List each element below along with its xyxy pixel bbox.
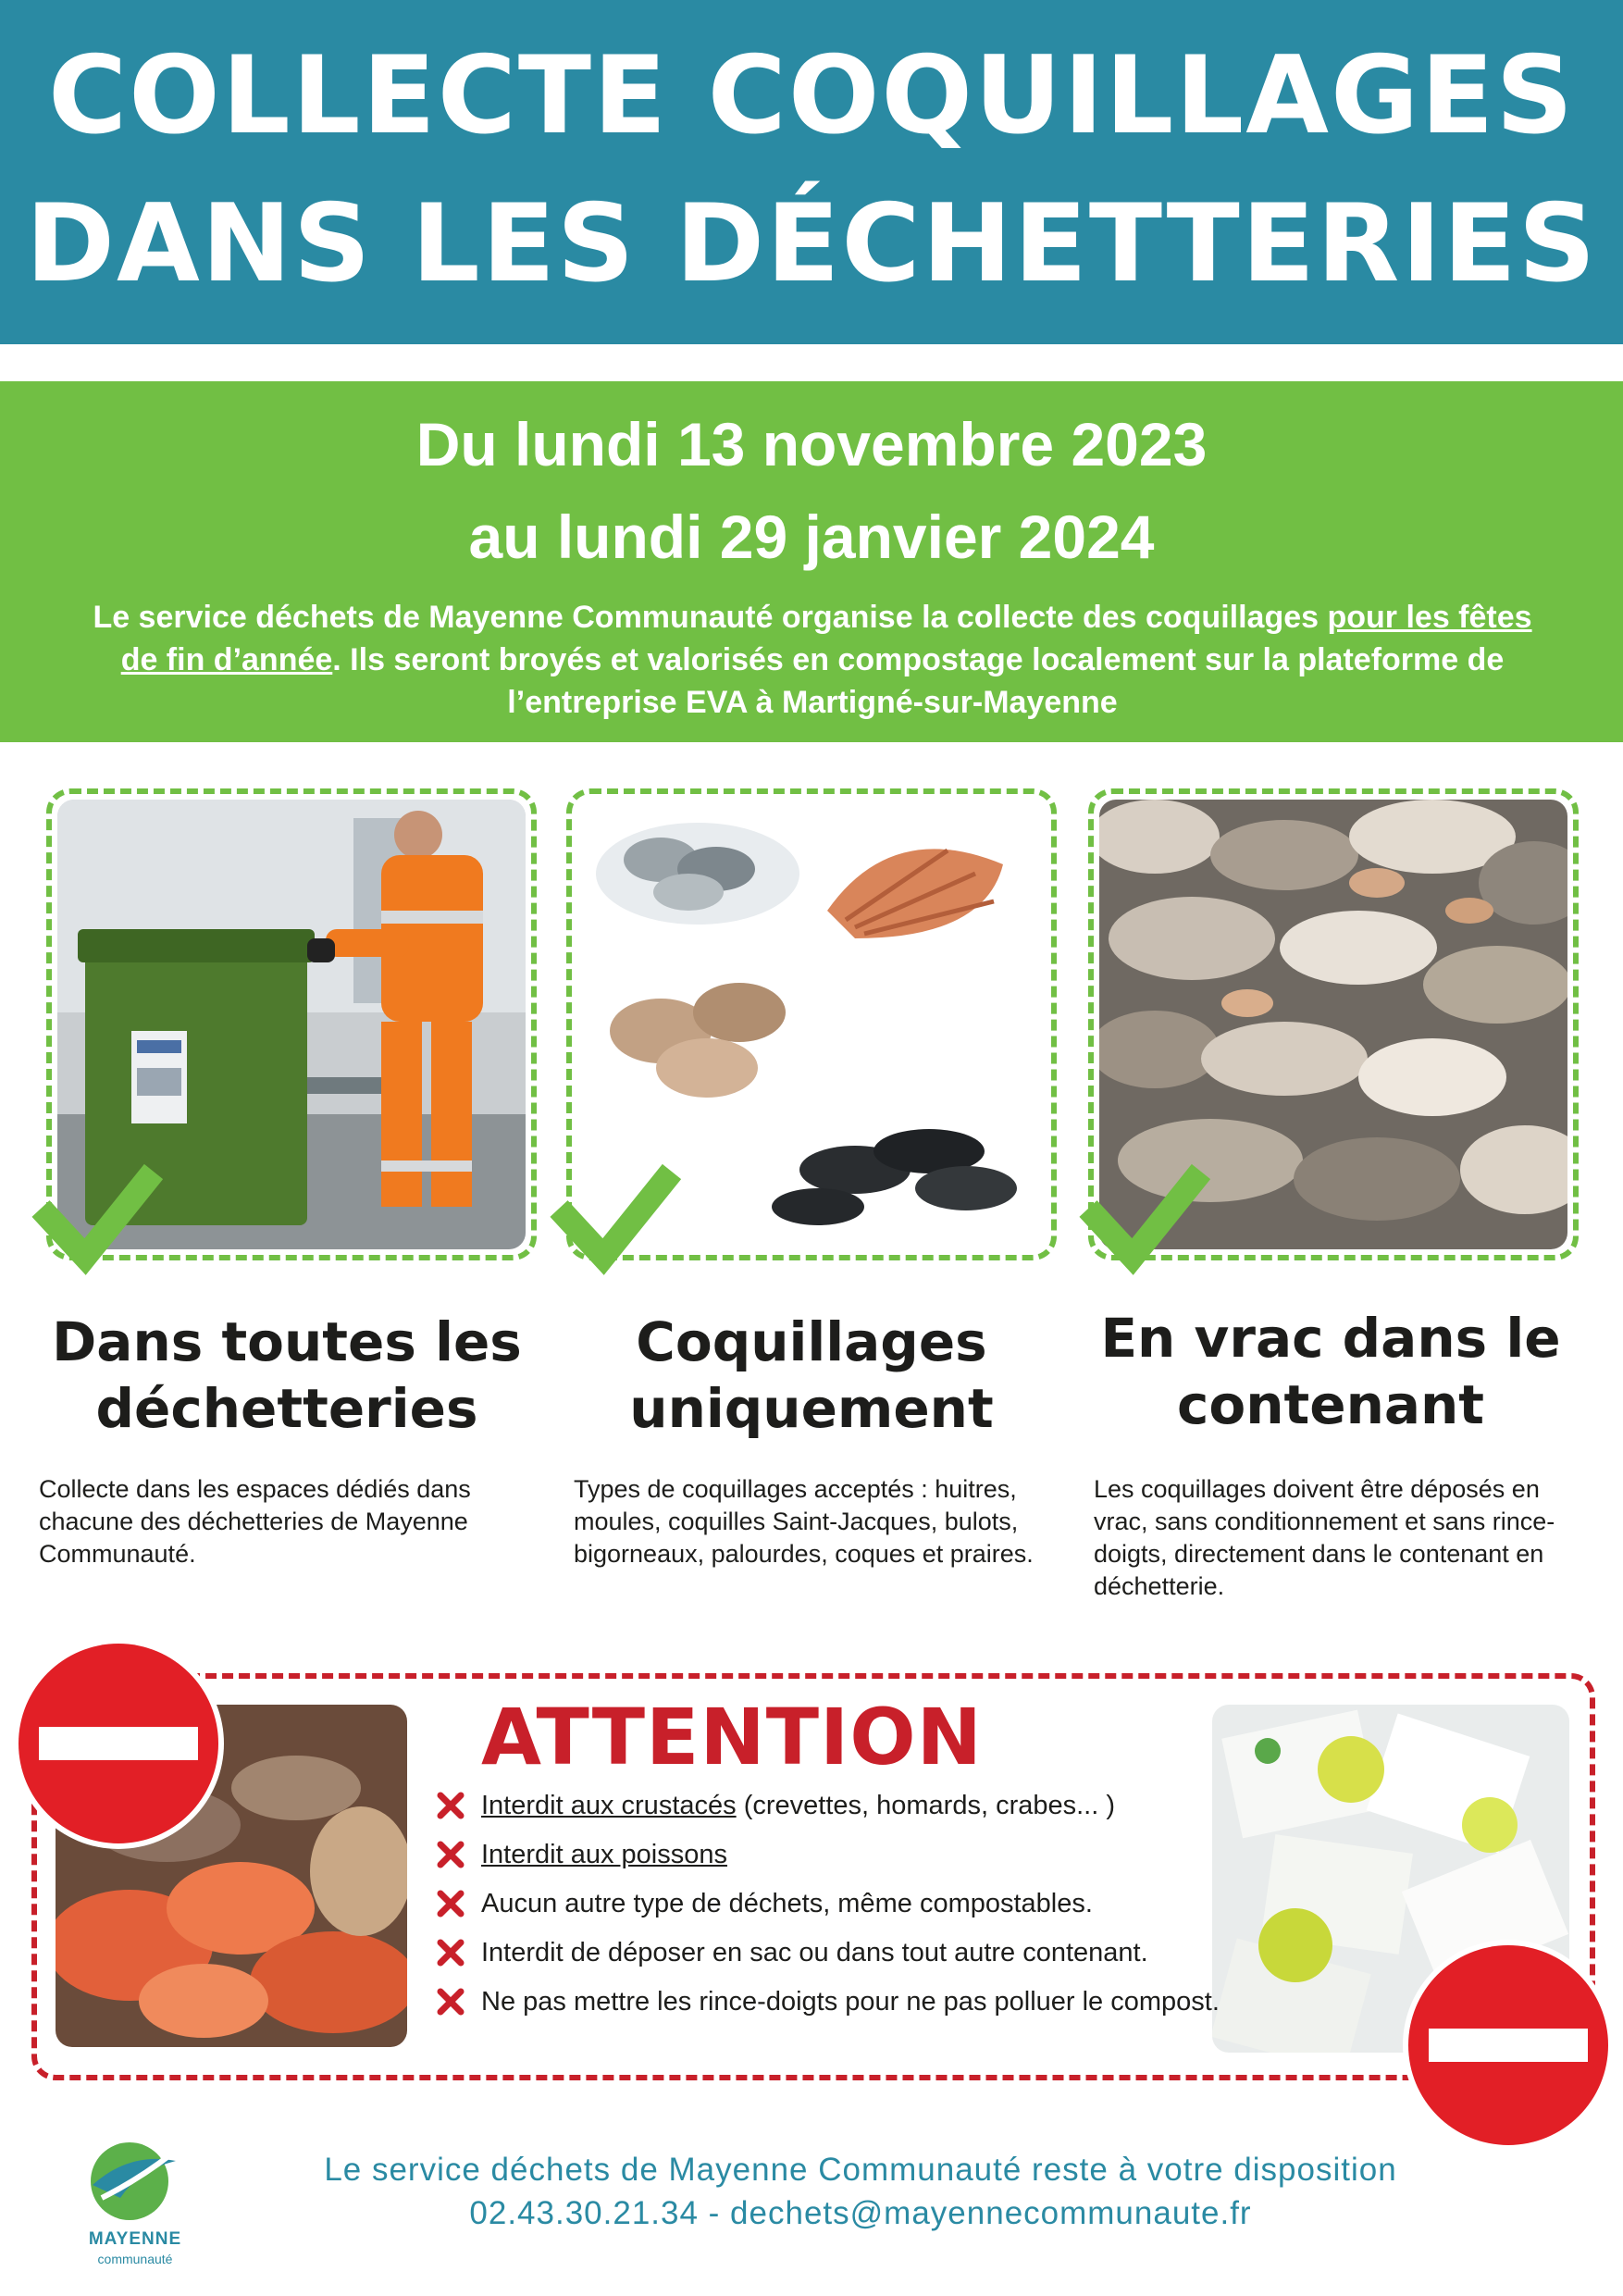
logo-globe-icon bbox=[83, 2133, 185, 2226]
attention-list bbox=[437, 1786, 1233, 2031]
rule-4-text: Interdit de déposer en sac ou dans tout autre contenant. bbox=[481, 1938, 1148, 1967]
list-item bbox=[437, 1786, 1233, 1825]
date-start: Du lundi 13 novembre 2023 bbox=[415, 410, 1208, 478]
rule-1-rest: (crevettes, homards, crabes... ) bbox=[736, 1791, 1115, 1820]
page-title-line1: COLLECTE COQUILLAGES bbox=[47, 33, 1575, 158]
feature-desc-1: Collecte dans les espaces dédiés dans chacune des déchetteries de Mayenne Communauté. bbox=[39, 1475, 471, 1568]
rule-3-text: Aucun autre type de déchets, même compostables. bbox=[481, 1889, 1093, 1918]
feature-title-1-line1: Dans toutes les bbox=[52, 1310, 522, 1373]
rule-1-underlined: Interdit aux crustacés bbox=[481, 1791, 737, 1820]
feature-title-3-line1: En vrac dans le bbox=[1100, 1307, 1561, 1370]
intro-underlined: pour les fêtes de fin d’année bbox=[120, 600, 1532, 677]
rule-2-underlined: Interdit aux poissons bbox=[481, 1840, 727, 1869]
feature-desc-2: Types de coquillages acceptés : huitres, moules, coquilles Saint-Jacques, bulots, bigorneaux, palourdes, coques et praires. bbox=[574, 1475, 1034, 1568]
check-icon bbox=[28, 1148, 167, 1286]
intro-text bbox=[89, 596, 1536, 724]
intro-part2: . Ils seront broyés et valorisés en compostage localement sur la plateforme de l’entreprise EVA à Martigné-sur-Mayenne bbox=[332, 642, 1505, 720]
list-item bbox=[437, 1835, 1233, 1874]
header-banner bbox=[0, 0, 1623, 344]
cross-icon bbox=[437, 1939, 465, 1967]
feature-title-2-line2: uniquement bbox=[629, 1377, 994, 1440]
logo-brand: MAYENNE bbox=[88, 2229, 182, 2249]
list-item bbox=[437, 1982, 1233, 2021]
cross-icon bbox=[437, 1841, 465, 1868]
footer-line1: Le service déchets de Mayenne Communauté reste à votre disposition bbox=[324, 2152, 1397, 2188]
attention-title: ATTENTION bbox=[481, 1692, 983, 1782]
dates-band bbox=[0, 381, 1623, 742]
feature-title-1 bbox=[37, 1309, 537, 1442]
feature-title-3 bbox=[1081, 1305, 1580, 1438]
footer-contact: 02.43.30.21.34 - dechets@mayennecommunaute.fr bbox=[469, 2195, 1252, 2231]
list-item bbox=[437, 1933, 1233, 1972]
cross-icon bbox=[437, 1988, 465, 2016]
logo-sub: communauté bbox=[97, 2252, 173, 2266]
no-entry-icon bbox=[9, 1634, 228, 1853]
list-item bbox=[437, 1884, 1233, 1923]
cross-icon bbox=[437, 1890, 465, 1917]
check-icon bbox=[546, 1148, 685, 1286]
feature-title-1-line2: déchetteries bbox=[95, 1377, 478, 1440]
feature-desc-3: Les coquillages doivent être déposés en vrac, sans conditionnement et sans rince-doigts, directement dans le contenant en déchetterie. bbox=[1094, 1475, 1555, 1600]
date-end: au lundi 29 janvier 2024 bbox=[468, 503, 1155, 571]
mayenne-logo bbox=[83, 2133, 185, 2266]
feature-title-3-line2: contenant bbox=[1176, 1373, 1485, 1436]
check-icon bbox=[1075, 1148, 1214, 1286]
feature-title-2-line1: Coquillages bbox=[636, 1310, 987, 1373]
no-entry-icon bbox=[1399, 1936, 1617, 2154]
page-title-line2: DANS LES DÉCHETTERIES bbox=[25, 181, 1598, 306]
intro-part1: Le service déchets de Mayenne Communauté organise la collecte des coquillages bbox=[93, 600, 1328, 635]
feature-title-2 bbox=[562, 1309, 1061, 1442]
rule-5-text: Ne pas mettre les rince-doigts pour ne pas polluer le compost. bbox=[481, 1987, 1220, 2017]
cross-icon bbox=[437, 1792, 465, 1819]
